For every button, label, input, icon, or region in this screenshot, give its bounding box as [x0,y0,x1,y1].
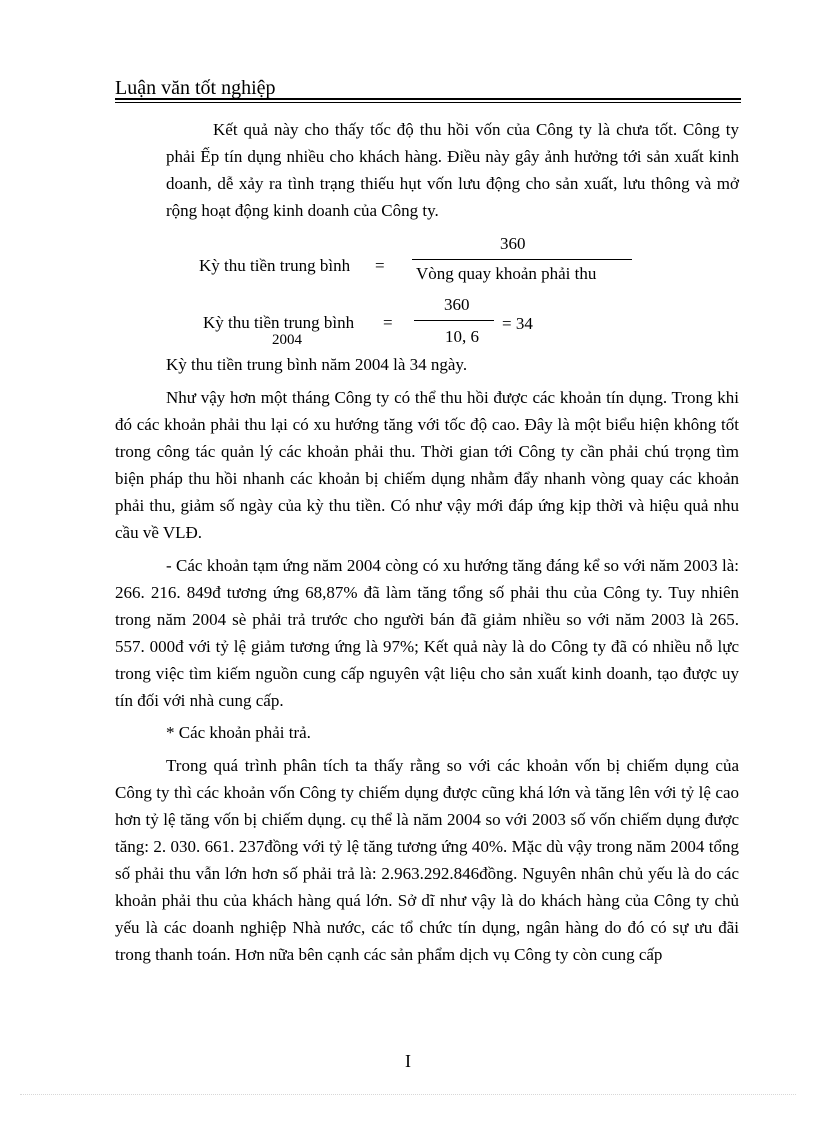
formula-general-denominator: Vòng quay khoản phải thu [416,264,597,283]
formula-2004-denominator: 10, 6 [445,327,479,346]
formula-general-label: Kỳ thu tiền trung bình [199,256,351,275]
formula-2004-result: = 34 [502,314,533,333]
formula-general-equals: = [375,256,385,275]
paragraph-advances: - Các khoản tạm ứng năm 2004 còng có xu hướng tăng đáng kể so với năm 2003 là: 266. 216. 849đ tương ứng 68,87% đã làm tăng tổng số phải thu của Công ty. Tuy nhiên trong năm 2004 sè phải trả trước cho người bán đã giảm nhiều so với năm 2003 là 265. 557. 000đ với tỷ lệ giảm tương ứng là 97%; Kết quả này là do Công ty đã có nhiều nỗ lực trong việc tìm kiếm nguồn cung cấp nguyên vật liệu cho sản xuất kinh doanh, tạo được uy tín đối với nhà cung cấp. [115,556,739,710]
formula-general-numerator: 360 [500,234,526,253]
formula-2004-equals: = [383,313,393,332]
formula-2004-fraction-bar [414,320,494,321]
formula-general-fraction-bar [412,259,632,260]
paragraph-payables-analysis: Trong quá trình phân tích ta thấy rằng so với các khoản vốn bị chiếm dụng của Công ty thì các khoản vốn Công ty chiếm dụng được cũng khá lớn và tăng lên với tỷ lệ cao hơn tỷ lệ tăng vốn bị chiếm dụng. cụ thể là năm 2004 so với 2003 số vốn chiếm dụng được tăng: 2. 030. 661. 237đồng với tỷ lệ tăng tương ứng 40%. Mặc dù vậy trong năm 2004 tổng số phải thu vẫn lớn hơn số phải trả là: 2.963.292.846đồng. Nguyên nhân chủ yếu là do các khoản phải thu của khách hàng quá lớn. Sở dĩ như vậy là do khách hàng của Công ty chủ yếu là các doanh nghiệp Nhà nước, các tổ chức tín dụng, ngân hàng do đó có sự ưu đãi trong thanh toán. Hơn nữa bên cạnh các sản phẩm dịch vụ Công ty còn cung cấp [115,756,739,964]
section-heading-payables: * Các khoản phải trả. [166,723,311,742]
paragraph-collection-days: Kỳ thu tiền trung bình năm 2004 là 34 ngày. [166,355,468,374]
header-rule [115,98,741,103]
formula-2004-numerator: 360 [444,295,470,314]
formula-2004-subscript: 2004 [272,332,302,348]
footer-dotted-rule [20,1094,796,1095]
paragraph-conclusion: Kết quả này cho thấy tốc độ thu hồi vốn của Công ty là chưa tốt. Công ty phải Ếp tín dụng nhiều cho khách hàng. Điều này gây ảnh hưởng tới sản xuất kinh doanh, dễ xảy ra tình trạng thiếu hụt vốn lưu động cho sản xuất, lưu thông và mở rộng hoạt động kinh doanh của Công ty. [166,120,739,220]
page-number: I [405,1051,411,1071]
page-header-title: Luận văn tốt nghiệp [115,77,276,99]
formula-2004-label: Kỳ thu tiền trung bình [203,313,355,332]
paragraph-receivables-analysis: Như vậy hơn một tháng Công ty có thể thu hồi được các khoản tín dụng. Trong khi đó các khoản phải thu lại có xu hướng tăng với tốc độ cao. Đây là một biểu hiện không tốt trong công tác quản lý các khoản phải thu. Thời gian tới Công ty cần phải chú trọng tìm biện pháp thu hồi nhanh các khoản bị chiếm dụng nhằm đẩy nhanh vòng quay các khoản phải thu, giảm số ngày của kỳ thu tiền. Có như vậy mới đáp ứng kịp thời và hiệu quả nhu cầu về VLĐ. [115,388,739,542]
